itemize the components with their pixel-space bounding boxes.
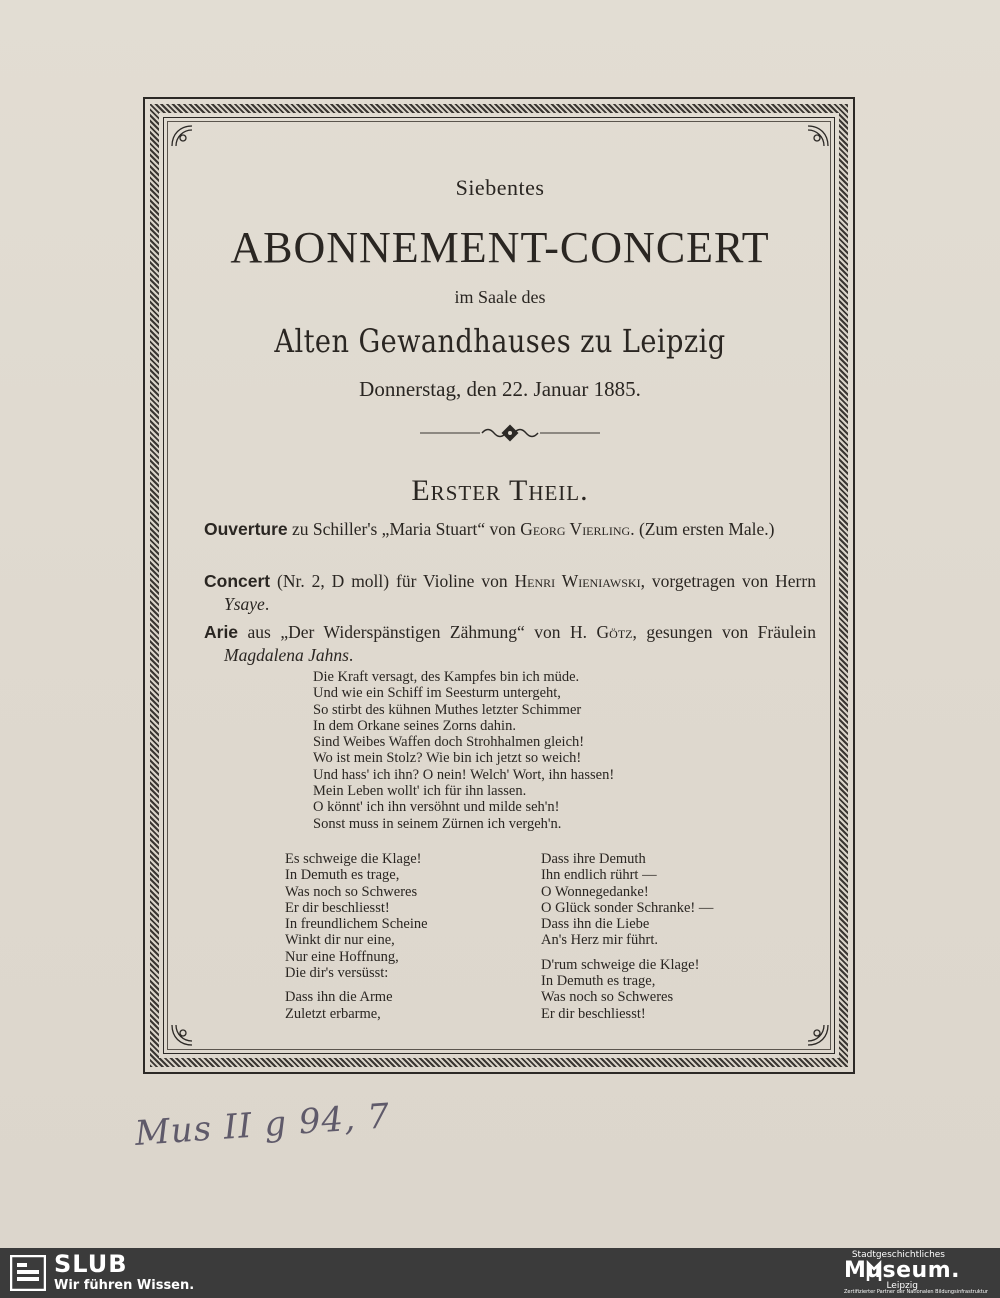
corner-ornament-icon bbox=[170, 124, 194, 148]
piece-text: zu Schiller's „Maria Stuart“ von bbox=[287, 519, 521, 539]
poem-line: In Demuth es trage, bbox=[285, 867, 400, 884]
poem-line: Und hass' ich ihn? O nein! Welch' Wort, ihn hassen! bbox=[313, 766, 615, 783]
poem-line: Was noch so Schweres bbox=[541, 989, 674, 1006]
composer-name: Henri Wieniawski bbox=[514, 571, 641, 591]
slub-tagline: Wir führen Wissen. bbox=[54, 1278, 195, 1293]
poem-line: Sind Weibes Waffen doch Strohhalmen gleich! bbox=[313, 734, 585, 751]
poem-line: Er dir beschliesst! bbox=[285, 899, 390, 916]
piece-text: , vorgetragen von Herrn bbox=[640, 571, 816, 591]
poem-line: Ihn endlich rührt — bbox=[541, 867, 657, 884]
poem-line: Dass ihn die Arme bbox=[285, 989, 393, 1006]
poem-left-column bbox=[285, 851, 428, 1022]
poem-line: Und wie ein Schiff im Seesturm untergeht, bbox=[313, 685, 561, 702]
poem-line: Dass ihn die Liebe bbox=[541, 916, 650, 933]
poem-line: Nur eine Hoffnung, bbox=[285, 948, 399, 965]
poem-line: Wo ist mein Stolz? Wie bin ich jetzt so weich! bbox=[313, 750, 582, 767]
piece-type: Ouverture bbox=[204, 519, 288, 539]
poem-line: An's Herz mir führt. bbox=[541, 932, 658, 949]
program-entry-concert bbox=[204, 570, 816, 616]
poem-line: Mein Leben wollt' ich für ihn lassen. bbox=[313, 783, 527, 800]
footer-bar bbox=[0, 1248, 1000, 1298]
poem-line: O Wonnegedanke! bbox=[541, 883, 649, 900]
poem-line: Die dir's versüsst: bbox=[285, 965, 389, 982]
composer-name: Georg Vierling bbox=[520, 519, 631, 539]
piece-text: , gesungen von Fräulein bbox=[632, 622, 816, 642]
venue-prefix: im Saale des bbox=[454, 287, 546, 307]
poem-line: So stirbt des kühnen Muthes letzter Schimmer bbox=[313, 701, 582, 718]
concert-title: ABONNEMENT-CONCERT bbox=[230, 223, 770, 272]
museum-wordmark: Museum. bbox=[843, 1258, 960, 1283]
piece-text: . bbox=[264, 594, 270, 614]
poem-line: D'rum schweige die Klage! bbox=[541, 956, 700, 973]
piece-type: Concert bbox=[204, 571, 271, 591]
poem-line: In freundlichem Scheine bbox=[285, 916, 428, 933]
corner-ornament-icon bbox=[806, 1023, 830, 1047]
poem-line: In dem Orkane seines Zorns dahin. bbox=[313, 717, 516, 734]
museum-city: Leipzig bbox=[886, 1281, 918, 1291]
shelfmark-handwritten: Mus II g 94, 7 bbox=[133, 1096, 392, 1154]
slub-logo-icon bbox=[10, 1255, 46, 1291]
poem-line: O könnt' ich ihn versöhnt und milde seh'n! bbox=[313, 799, 560, 816]
piece-text: . bbox=[348, 645, 354, 665]
poem-line: Es schweige die Klage! bbox=[285, 851, 422, 867]
poem-stanza-1 bbox=[313, 669, 614, 832]
piece-text: . (Zum ersten Male.) bbox=[630, 519, 775, 539]
slub-wordmark: SLUB bbox=[54, 1250, 128, 1278]
section-title: Erster Theil. bbox=[411, 474, 589, 507]
poem-line: In Demuth es trage, bbox=[541, 973, 656, 990]
piece-type: Arie bbox=[204, 622, 239, 642]
concert-date: Donnerstag, den 22. Januar 1885. bbox=[359, 377, 641, 401]
program-entry-ouverture bbox=[204, 518, 816, 541]
poem-line: Sonst muss in seinem Zürnen ich vergeh'n. bbox=[313, 815, 562, 832]
concert-number: Siebentes bbox=[455, 175, 545, 200]
poem-line: Dass ihre Demuth bbox=[541, 851, 646, 867]
poem-line: Zuletzt erbarme, bbox=[285, 1005, 381, 1022]
ornament-divider-icon bbox=[420, 424, 600, 442]
museum-partner-note: Zertifizierter Partner der Nationalen Bildungsinfrastruktur bbox=[843, 1289, 988, 1295]
piece-text: (Nr. 2, D moll) für Violine von bbox=[270, 571, 515, 591]
corner-ornament-icon bbox=[170, 1023, 194, 1047]
poem-line: Winkt dir nur eine, bbox=[285, 932, 395, 949]
corner-ornament-icon bbox=[806, 124, 830, 148]
poem-right-column bbox=[541, 851, 713, 1022]
museum-prefix: Stadtgeschichtliches bbox=[851, 1250, 945, 1260]
poem-line: Er dir beschliesst! bbox=[541, 1005, 646, 1022]
performer-name: Ysaye bbox=[224, 594, 265, 614]
piece-text: aus „Der Widerspänstigen Zähmung“ von H. bbox=[238, 622, 597, 642]
poem-line: Was noch so Schweres bbox=[285, 883, 418, 900]
program-entry-arie bbox=[204, 621, 816, 667]
poem-line: O Glück sonder Schranke! — bbox=[541, 899, 714, 916]
performer-name: Magdalena Jahns bbox=[224, 645, 349, 665]
poem-line: Die Kraft versagt, des Kampfes bin ich müde. bbox=[313, 669, 580, 685]
venue-name: Alten Gewandhauses zu Leipzig bbox=[274, 322, 726, 360]
composer-name: Götz bbox=[596, 622, 633, 642]
